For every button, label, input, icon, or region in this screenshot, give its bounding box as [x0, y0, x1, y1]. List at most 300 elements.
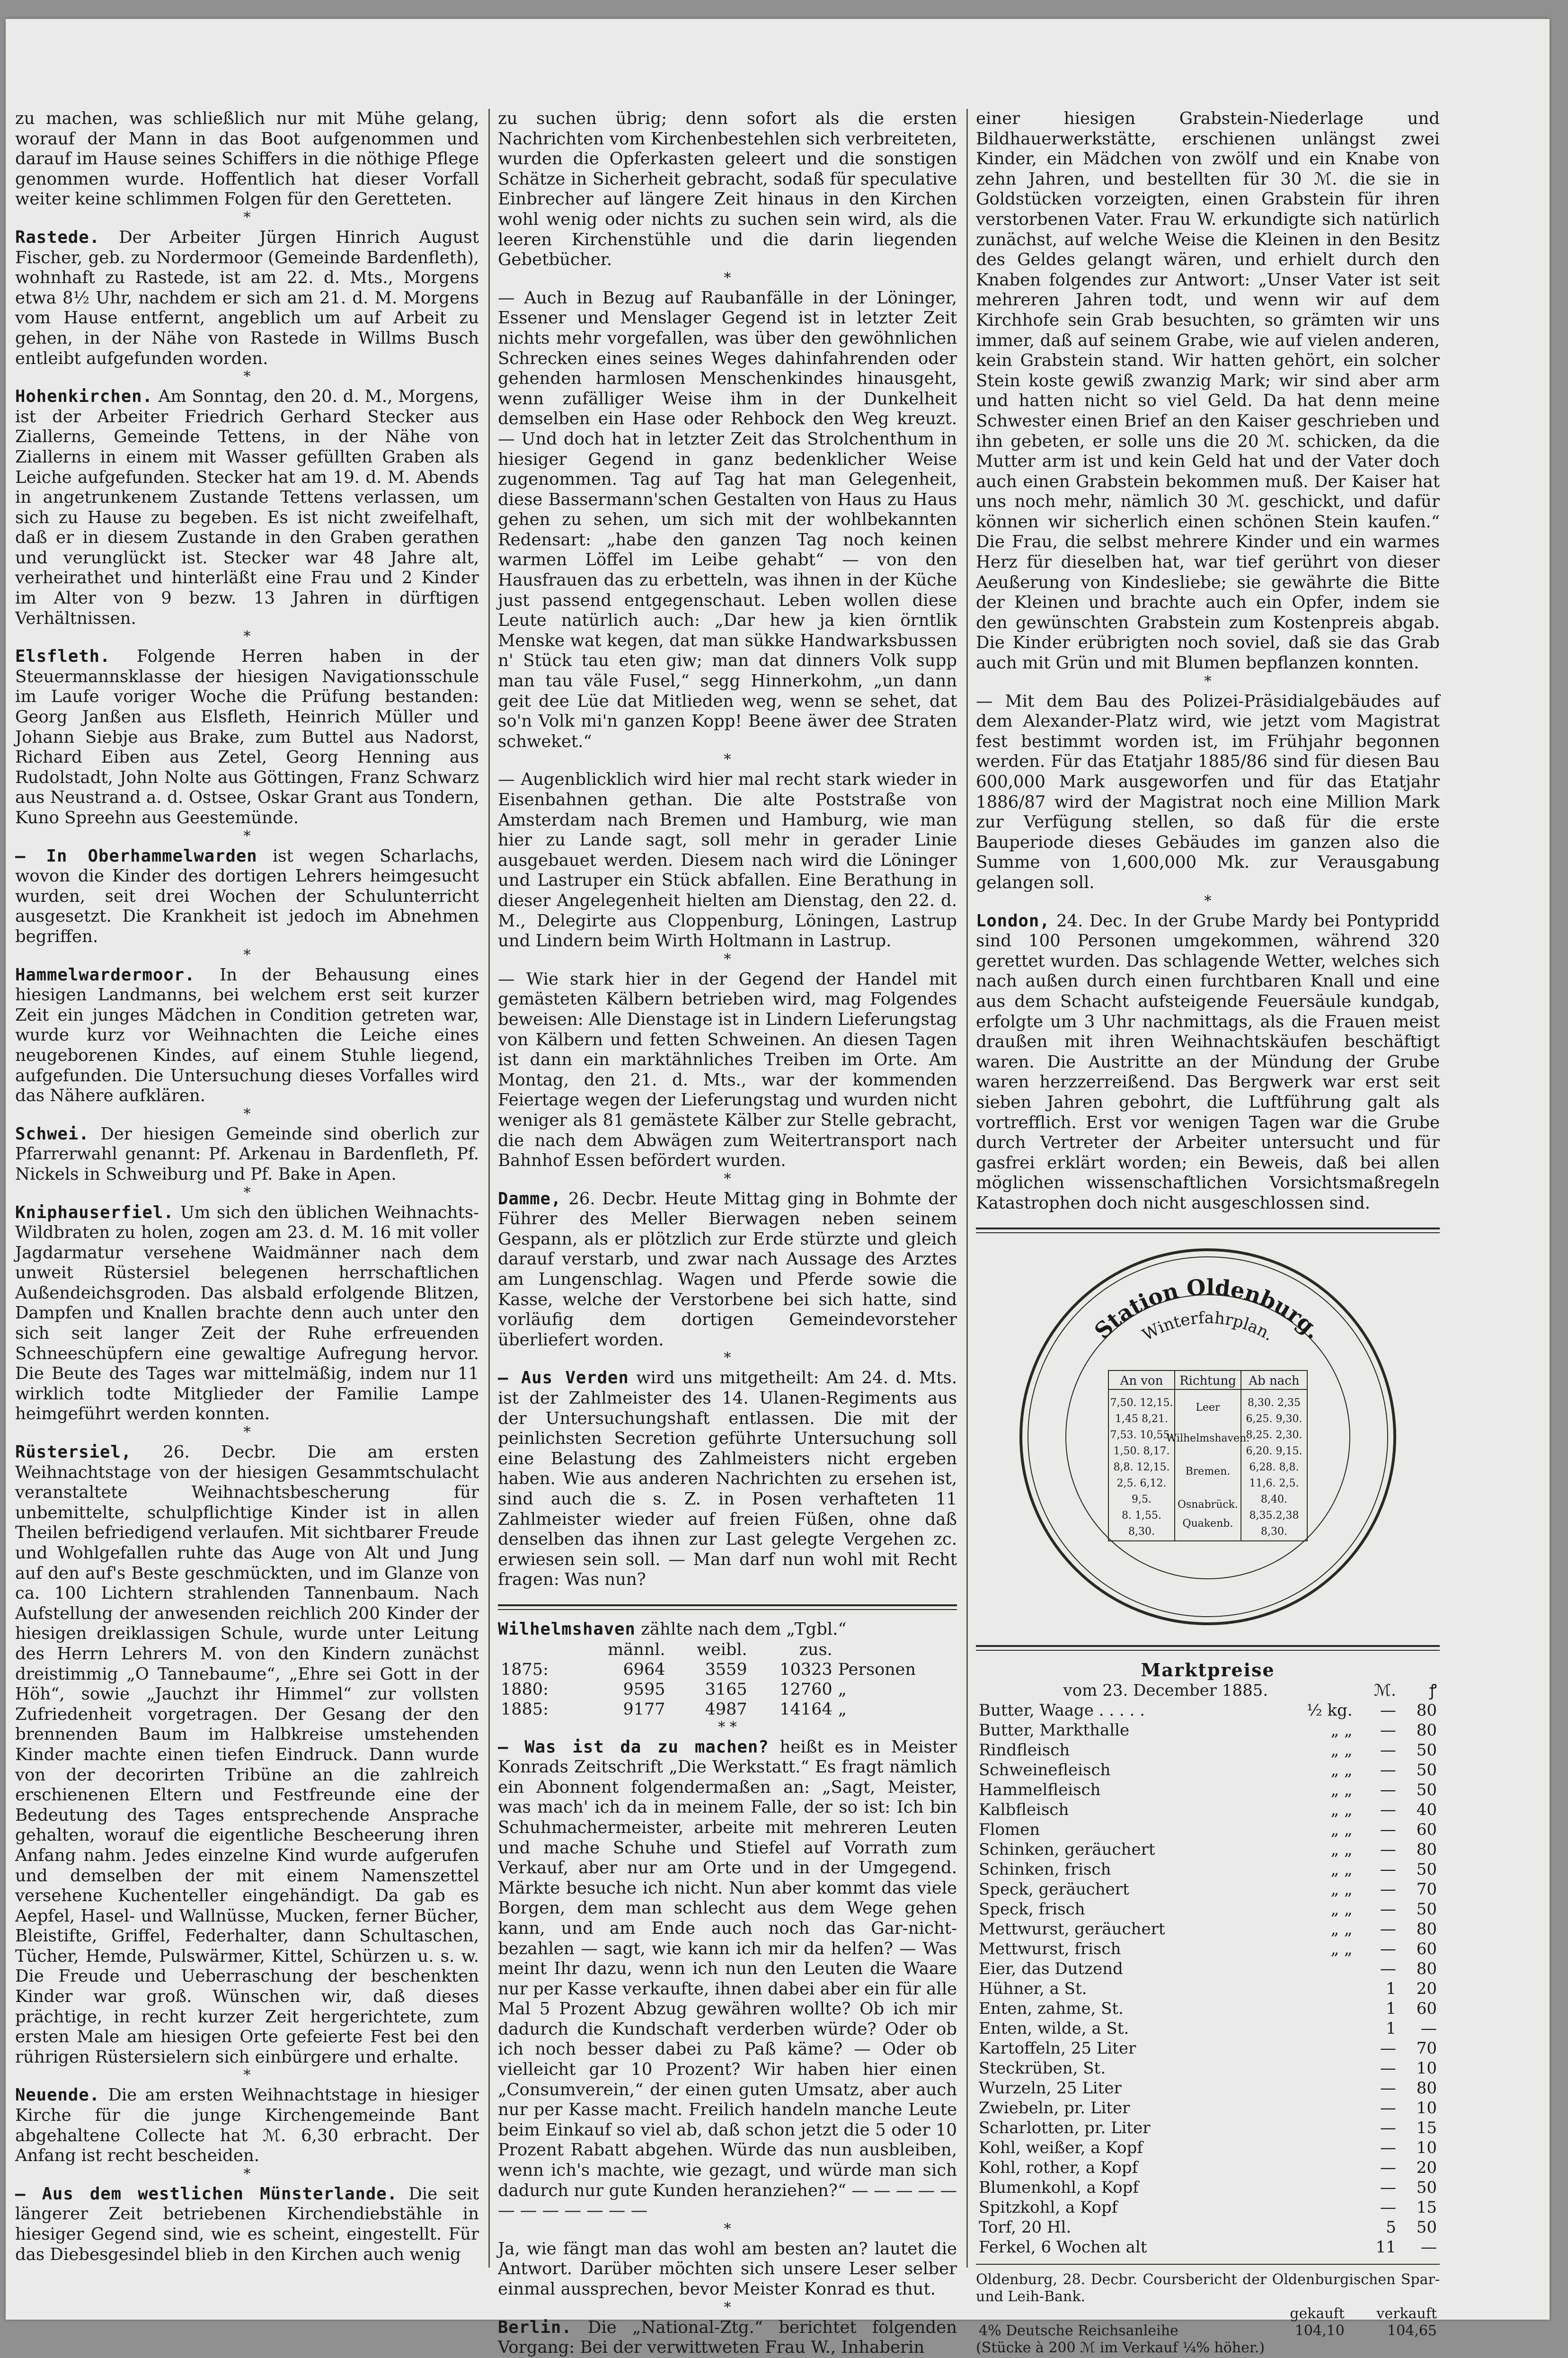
market-cell: —: [1380, 2039, 1396, 2058]
market-cell: 50: [1416, 2178, 1437, 2198]
market-row: [976, 1760, 1440, 1780]
market-cell: —: [1380, 1880, 1396, 1899]
population-cell: „: [838, 1680, 847, 1699]
article-dateline: Damme,: [498, 1189, 562, 1209]
market-cell: Schweinefleisch: [979, 1761, 1111, 1780]
market-cell: Rindfleisch: [979, 1741, 1070, 1760]
market-cell: Schinken, geräuchert: [979, 1840, 1155, 1860]
market-title: Marktpreise: [1141, 1659, 1275, 1681]
course-line: 4% Deutsche Reichsanleihe: [979, 2322, 1178, 2340]
market-cell: 70: [1416, 1880, 1437, 1899]
market-subtitle: vom 23. December 1885.: [1063, 1681, 1268, 1700]
population-cell: 6964: [623, 1660, 665, 1679]
market-row: [976, 1979, 1440, 1999]
article-paragraph: [15, 647, 479, 828]
market-row: [976, 1720, 1440, 1740]
course-col-sold: verkauft: [1376, 2305, 1437, 2322]
market-cell: —: [1380, 2059, 1396, 2078]
course-col-bought: gekauft: [1290, 2305, 1345, 2322]
seal-direction: Quakenb.: [1182, 1518, 1233, 1530]
market-cell: —: [1380, 1920, 1396, 1939]
market-cell: [1275, 2058, 1355, 2078]
section-divider: [976, 1645, 1440, 1651]
population-cell: 12760: [780, 1680, 833, 1699]
market-cell: 80: [1416, 1840, 1437, 1860]
separator-asterisk: *: [724, 951, 731, 968]
population-lead: Wilhelmshaven: [498, 1619, 636, 1639]
market-cell: Eier, das Dutzend: [979, 1959, 1123, 1979]
market-cell: —: [1380, 1860, 1396, 1879]
article-paragraph: [15, 1442, 479, 2067]
section-divider: [976, 2264, 1440, 2265]
market-row: [976, 1740, 1440, 1760]
article-text: einer hiesigen Grabstein-Niederlage und Bildhauerwerkstätte, erschienen unlängst zwei Kinder, ein Mädchen von zwölf und ein Knabe von zehn Jahren, und bestellten für 30 ℳ. die sie in Goldstücken vorzeigten, einen Grabstein für ihren verstorbenen Vater. Frau W. erkundigte sich natürlich zunächst, auf welche Weise die Kleinen in den Besitz des Geldes gelangt wären, und erhielt durch den Knaben folgendes zur Antwort: „Unser Vater ist seit mehreren Jahren todt, und wenn wir auf dem Kirchhofe sein Grab besuchten, so grämten wir uns immer, daß auf seinem Grabe, wie auf vielen anderen, kein Grabstein stand. Wir hatten gehört, ein solcher Stein koste gewiß zwanzig Mark; wir sind aber arm und hatten nicht so viel Geld. Da hat denn meine Schwester einen Brief an den Kaiser geschrieben und ihn gebeten, er solle uns die 20 ℳ. schicken, da die Mutter arm ist und kein Geld hat und der Vater doch auch einen Grabstein bekommen muß. Der Kaiser hat uns noch mehr, nämlich 30 ℳ. geschickt, und dafür können wir sicherlich einen schönen Stein kaufen.“ Die Frau, die selbst mehrere Kinder und ein warmes Herz für dieselben hat, war tief gerührt von dieser Aeußerung von Kindesliebe; sie gewährte die Bitte der Kleinen und brachte auch ein Opfer, indem sie den gewünschten Grabstein zum Kostenpreis abgab. Die Kinder erübrigten noch soviel, daß sie das Grab auch mit Grün und mit Blumen bepflanzen konnten.: [976, 109, 1440, 673]
population-header: zus.: [799, 1640, 833, 1659]
population-header: männl.: [608, 1640, 665, 1659]
market-cell: 1: [1386, 2019, 1396, 2038]
population-row: [498, 1700, 957, 1719]
seal-direction: Leer: [1196, 1402, 1220, 1414]
market-cell: Scharlotten, pr. Liter: [979, 2118, 1151, 2138]
market-cell: 80: [1416, 1959, 1437, 1979]
article-dateline: Rastede.: [15, 227, 100, 247]
course-bought: 104,10: [1294, 2322, 1345, 2340]
population-cell: 3559: [705, 1660, 747, 1679]
seal-arrival-time: 1,50. 8,17.: [1113, 1445, 1170, 1458]
article-paragraph: [976, 911, 1440, 1214]
market-cell: 80: [1416, 1920, 1437, 1939]
market-cell: 20: [1416, 1979, 1437, 1999]
article-dateline: Berlin.: [498, 2317, 572, 2337]
article-paragraph: [498, 2318, 957, 2358]
seal-arrival-time: 8. 1,55.: [1122, 1510, 1161, 1522]
market-cell: [1275, 2158, 1355, 2178]
market-cell: —: [1380, 1900, 1396, 1919]
article-paragraph: [15, 2085, 479, 2166]
market-cell: 10: [1416, 2099, 1437, 2118]
market-cell: 50: [1416, 1860, 1437, 1879]
market-row: [976, 2198, 1440, 2217]
seal-direction: Osnabrück.: [1177, 1499, 1239, 1511]
article-paragraph: [498, 1189, 957, 1351]
seal-header: An von: [1120, 1374, 1163, 1388]
column-3: [976, 109, 1440, 2357]
separator-asterisk: *: [243, 2165, 251, 2182]
market-row: [976, 1860, 1440, 1879]
market-cell: —: [1380, 2118, 1396, 2138]
market-cell: Mettwurst, frisch: [979, 1940, 1121, 1959]
market-cell: Butter, Markthalle: [979, 1721, 1130, 1740]
market-cell: Zwiebeln, pr. Liter: [979, 2099, 1130, 2118]
market-cell: 15: [1416, 2118, 1437, 2138]
market-row: [976, 2058, 1440, 2078]
article-text: heißt es in Meister Konrads Zeitschrift „Die Werkstatt.“ Es fragt nämlich ein Abonnent folgendermaßen an: „Sagt, Meister, was mach' ich da in meinem Falle, der so ist: Ich bin Schuhmachermeister, arbeite mit mehreren Leuten und mache Schuhe und Stiefel auf Vorrath zum Verkauf, aber nur am Orte und in der Umgegend. Märkte besuche ich nicht. Nun aber kommt das viele Borgen, dem man schlecht aus dem Wege gehen kann, und am Ende auch noch das Gar-nicht-bezahlen — sagt, wie kann ich mir da helfen? — Was meint Ihr dazu, wenn ich nun den Leuten die Waare nur per Kasse verkaufte, ihnen dabei aber ein für alle Mal 5 Prozent Abzug gewähren wollte? Ob ich mir dadurch die Kundschaft verderben würde? Oder ob ich noch besser dabei zu Paß käme? — Oder ob vielleicht gar 10 Prozent? Wir haben hier einen „Consumverein,“ der einen guten Umsatz, aber auch nur per Kasse macht. Freilich handeln manche Leute beim Einkauf so viel ab, daß schon jetzt die 5 oder 10 Prozent Rabatt abgehen. Würde das nun ausbleiben, wenn ich's machte, wie gezagt, und würde man sich dadurch nur gute Kunden heranziehen?“ — — — — — — — — — — — —: [498, 1737, 957, 2221]
population-header: weibl.: [697, 1640, 747, 1659]
article-text: Um sich den üblichen Weihnachts-Wildbraten zu holen, zogen am 23. d. M. 16 mit voller Jagdarmatur versehene Waidmänner nach dem unweit Rüstersiel belegenen herrschaftlichen Außendeichsgroden. Das alsbald erfolgende Blitzen, Dampfen und Knallen brachte denn auch unter den sich seit langer Zeit der Ruhe erfreuenden Schneeschüpfern eine gewaltige Aufregung hervor. Die Beute des Tages war mittelmäßig, indem nur 11 wirklich todte Mitglieder der Familie Lampe heimgeführt werden konnten.: [15, 1202, 479, 1424]
market-cell: [1275, 2178, 1355, 2198]
article-text: In der Behausung eines hiesigen Landmanns, bei welchem erst seit kurzer Zeit ein junges Mädchen in Condition getreten war, wurde kurz vor Weihnachten die Leiche eines neugeborenen Kindes, auf einem Stuhle liegend, aufgefunden. Die Untersuchung dieses Vorfalles wird das Nähere aufklären.: [15, 965, 479, 1106]
seal-departure-time: 6,20. 9,15.: [1246, 1445, 1302, 1458]
market-row: [976, 2178, 1440, 2198]
population-cell: 10323: [780, 1660, 833, 1679]
market-cell: 11: [1375, 2238, 1396, 2257]
market-row: [976, 1780, 1440, 1800]
market-cell: [1275, 2118, 1355, 2138]
market-cell: 70: [1416, 2039, 1437, 2058]
market-cell: „ „: [1330, 1721, 1353, 1740]
article-dateline: — Was ist da zu machen?: [498, 1737, 769, 1757]
article-dateline: — In Oberhammelwarden: [15, 846, 257, 866]
article-text: 26. Decbr. Heute Mittag ging in Bohmte der Führer des Meller Bierwagen neben seinem Gespann, als er plötzlich zur Erde stürzte und gleich darauf verstarb, und zwar nach Aussage des Arztes am Lungenschlag. Wagen und Pferde sowie die Kasse, welche der Verstorbene bei sich hatte, sind vorläufig dem dortigen Gemeindevorsteher überliefert worden.: [498, 1189, 957, 1350]
market-cell: [1275, 2038, 1355, 2058]
population-statistic: [498, 1619, 957, 1719]
market-cell: 1: [1386, 1999, 1396, 2019]
market-row: [976, 2158, 1440, 2178]
market-cell: „ „: [1330, 1860, 1353, 1879]
column-1: [15, 109, 479, 2265]
article-text: ist wegen Scharlachs, wovon die Kinder des dortigen Lehrers heimgesucht wurden, seit drei Wochen der Schulunterricht ausgesetzt. Die Krankheit ist jedoch im Abnehmen begriffen.: [15, 846, 479, 946]
population-row: [498, 1680, 957, 1700]
article-text: — Mit dem Bau des Polizei-Präsidialgebäudes auf dem Alexander-Platz wird, wie jetzt vom Magistrat fest bestimmt worden ist, im Frühjahr begonnen werden. Für das Etatjahr 1885/86 sind für diesen Bau 600,000 Mark ausgeworfen und für das Etatjahr 1886/87 wird der Magistrat noch eine Million Mark zur Verfügung stellen, so daß für die erste Bauperiode dieses Gebäudes im ganzen also die Summe von 1,600,000 Mk. zur Verausgabung gelangen soll.: [976, 691, 1440, 892]
column-rule: [488, 109, 490, 2268]
article-dateline: Schwei.: [15, 1124, 89, 1144]
separator-asterisk: *: [243, 1105, 251, 1122]
population-table: [498, 1640, 957, 1719]
course-report: [976, 2271, 1440, 2357]
article-dateline: Elsfleth.: [15, 647, 111, 667]
market-cell: 20: [1416, 2158, 1437, 2178]
market-prices: [976, 1660, 1440, 2257]
separator-asterisk: *: [724, 2220, 731, 2237]
article-text: wird uns mitgetheilt: Am 24. d. Mts. ist der Zahlmeister des 14. Ulanen-Regiments aus der Untersuchungshaft entlassen. Die mit der peinlichsten Secretion geführte Untersuchung soll eine Belastung des Zahlmeisters nicht ergeben haben. Wie aus anderen Nachrichten zu ersehen ist, sind auch die s. Z. in Posen verhafteten 11 Zahlmeister wieder auf freien Füßen, ohne daß denselben das ihnen zur Last gelegte Vergehen zc. erwiesen sein soll. — Man darf nun wohl mit Recht fragen: Was nun?: [498, 1368, 957, 1590]
market-cell: —: [1380, 2178, 1396, 2198]
market-cell: [1275, 2098, 1355, 2118]
seal-arrival-time: 1,45 8,21.: [1115, 1413, 1168, 1425]
article-dateline: — Aus Verden: [498, 1368, 629, 1388]
population-intro: zählte nach dem „Tgbl.“: [641, 1619, 847, 1639]
seal-departure-time: 8,35.2,38: [1249, 1510, 1299, 1522]
market-cell: „ „: [1330, 1880, 1353, 1899]
market-cell: —: [1380, 2158, 1396, 2178]
separator-asterisk: *: [243, 828, 251, 845]
market-cell: 10: [1416, 2059, 1437, 2078]
article-text: zu machen, was schließlich nur mit Mühe gelang, worauf der Mann in das Boot aufgenommen und darauf im Hause seines Schiffers in die nöthige Pflege genommen wurde. Hoffentlich hat dieser Vorfall weiter keine schlimmen Folgen für den Geretteten.: [15, 109, 479, 209]
population-cell: 3165: [705, 1680, 747, 1699]
market-cell: Speck, geräuchert: [979, 1880, 1129, 1899]
article-text: — Augenblicklich wird hier mal recht stark wieder in Eisenbahnen gethan. Die alte Poststraße von Amsterdam nach Bremen und Hamburg, wie man hier zu Lande sagt, soll mehr in gerader Linie ausgebauet werden. Diesem nach wird die Löninger und Lastruper ein Stück abfallen. Eine Berathung in dieser Angelegenheit hielten am Dienstag, den 22. d. M., Delegirte aus Cloppenburg, Löningen, Lastrup und Lindern beim Wirth Holtmann in Lastrup.: [498, 770, 957, 951]
market-cell: Butter, Waage . . . . .: [979, 1701, 1145, 1720]
column-2: [498, 109, 957, 2358]
article-text: Die „National-Ztg.“ berichtet folgenden Vorgang: Bei der verwittweten Frau W., Inhaberin: [498, 2317, 957, 2358]
market-row: [976, 1820, 1440, 1840]
separator-asterisk: *: [243, 1184, 251, 1201]
seal-departure-time: 11,6. 2,5.: [1249, 1477, 1299, 1490]
article-paragraph: [498, 288, 957, 752]
market-cell: [1275, 2237, 1355, 2257]
article-text: Der hiesigen Gemeinde sind oberlich zur Pfarrerwahl genannt: Pf. Arkenau in Bardenfleth, Pf. Nickels in Schweiburg und Pf. Bake in Apen.: [15, 1124, 479, 1184]
market-cell: [1275, 1959, 1355, 1979]
population-cell: 4987: [705, 1700, 747, 1719]
market-row: [976, 1840, 1440, 1860]
market-cell: 50: [1416, 1761, 1437, 1780]
market-cell: —: [1380, 2138, 1396, 2158]
article-text: — Wie stark hier in der Gegend der Handel mit gemästeten Kälbern betrieben wird, mag Folgendes beweisen: Alle Dienstage ist in Lindern Lieferungstag von Kälbern und fetten Schweinen. An diesen Tagen ist dann ein marktähnliches Treiben im Orte. Am Montag, den 21. d. Mts., war der kommenden Feiertage wegen der Lieferungstag und wurden nicht weniger als 81 gemästete Kälber zur Stelle gebracht, die nach dem Abwägen zum Weitertransport nach Bahnhof Essen befördert wurden.: [498, 969, 957, 1171]
separator-asterisk: *: [1204, 892, 1212, 909]
article-text: Die am ersten Weihnachtstage in hiesiger Kirche für die junge Kirchengemeinde Bant abgehaltene Collecte hat ℳ. 6,30 erbracht. Der Anfang ist recht bescheiden.: [15, 2085, 479, 2166]
market-cell: „ „: [1330, 1900, 1353, 1919]
seal-departure-time: 6,28. 8,8.: [1249, 1461, 1299, 1474]
column-rule: [966, 109, 968, 2268]
market-cell: [1275, 2217, 1355, 2237]
market-cell: [1275, 2019, 1355, 2038]
market-cell: 50: [1416, 2218, 1437, 2237]
newspaper-page: [6, 19, 1550, 2358]
article-paragraph: [15, 965, 479, 1106]
article-text: Ja, wie fängt man das wohl am besten an? lautet die Antwort. Darüber möchten sich unsere Leser selber einmal aussprechen, bevor Meister Konrad es thut.: [498, 2239, 957, 2299]
market-cell: 10: [1416, 2138, 1437, 2158]
population-row: [498, 1660, 957, 1680]
population-cell: 9177: [623, 1700, 665, 1719]
market-cell: 1: [1386, 1979, 1396, 1999]
article-dateline: Hohenkirchen.: [15, 387, 153, 407]
market-cell: 50: [1416, 1741, 1437, 1760]
timetable-seal-graphic: [1014, 1243, 1402, 1631]
market-row: [976, 2078, 1440, 2098]
market-row: [976, 1879, 1440, 1899]
article-dateline: London,: [976, 911, 1050, 931]
market-cell: —: [1380, 2099, 1396, 2118]
article-text: zu suchen übrig; denn sofort als die ersten Nachrichten vom Kirchenbestehlen sich verbreiteten, wurden die Opferkasten geleert und die sonstigen Schätze in Sicherheit gebracht, sodaß für speculative Einbrecher auf längere Zeit hinaus in den Kirchen wohl wenig oder nichts zu suchen sein wird, als die leeren Kirchenstühle und die darin liegenden Gebetbücher.: [498, 109, 957, 270]
market-cell: —: [1380, 1761, 1396, 1780]
market-cell: 60: [1416, 1999, 1437, 2019]
separator-asterisk: *: [243, 946, 251, 963]
market-row: [976, 2038, 1440, 2058]
market-cell: —: [1380, 2198, 1396, 2217]
article-dateline: Hammelwardermoor.: [15, 965, 195, 985]
seal-ring-title: Station Oldenburg.: [1089, 1274, 1327, 1344]
separator-asterisk: *: [724, 751, 731, 768]
course-sold: 104,65: [1387, 2322, 1437, 2340]
market-cell: 80: [1416, 1701, 1437, 1720]
section-divider: [976, 1228, 1440, 1233]
article-paragraph: [15, 228, 479, 369]
market-cell: [1275, 2198, 1355, 2217]
article-paragraph: [15, 2184, 479, 2265]
article-dateline: — Aus dem westlichen Münsterlande.: [15, 2184, 398, 2204]
seal-arrival-time: 9,5.: [1132, 1494, 1152, 1506]
article-paragraph: [498, 1737, 957, 2221]
market-row: [976, 1959, 1440, 1979]
article-paragraph: [498, 970, 957, 1171]
market-cell: [1275, 2138, 1355, 2158]
article-paragraph: [976, 109, 1440, 674]
market-cell: Speck, frisch: [979, 1900, 1085, 1919]
article-text: — Auch in Bezug auf Raubanfälle in der Löninger, Essener und Menslager Gegend ist in letzter Zeit nichts mehr vorgefallen, was über den gewöhnlichen Schrecken eines seines Weges dahinfahrenden oder gehenden harmlosen Menschenkindes hinausgeht, wenn zufälliger Weise ihm in der Dunkelheit demselben ein Hase oder Rehbock den Weg kreuzt. — Und doch hat in letzter Zeit das Strolchenthum in hiesiger Gegend in ganz bedenklicher Weise zugenommen. Tag auf Tag hat man Gelegenheit, diese Bassermann'schen Gestalten von Haus zu Haus gehen zu sehen, um sich mit der wohlbekannten Redensart: „habe den ganzen Tag noch keinen warmen Löffel im Leibe gehabt“ — von den Hausfrauen das zu erbetteln, was ihnen in der Küche just passend entgegenschaut. Leben wollen diese Leute natürlich auch: „Dar hew ja kien örntlik Menske wat kegen, dat man sükke Handwarksbussen n' Stück tau eten giw; man dat dinners Volk supp man tau väle Fusel,“ segg Hinnerkohm, „un dann geit dee Lüe dat Mitlieden weg, wenn se sehet, dat so'n Volk mi'n ganzen Kopp! Beene äwer dee Straten schweket.“: [498, 288, 957, 751]
seal-departure-time: 8,25. 2,30.: [1246, 1429, 1302, 1441]
seal-header: Richtung: [1179, 1374, 1236, 1388]
market-cell: Blumenkohl, a Kopf: [979, 2178, 1139, 2198]
market-cell: —: [1380, 1820, 1396, 1840]
market-cell: Kohl, rother, a Kopf: [979, 2158, 1138, 2178]
market-cell: Torf, 20 Hl.: [979, 2218, 1072, 2237]
seal-arrival-time: 8,8. 12,15.: [1113, 1461, 1170, 1474]
population-cell: 1880:: [501, 1680, 549, 1699]
population-cell: „: [838, 1700, 847, 1719]
population-cell: 9595: [623, 1680, 665, 1699]
seal-direction: Wilhelmshaven.: [1166, 1433, 1250, 1445]
seal-departure-time: 6,25. 9,30.: [1246, 1413, 1302, 1425]
market-table: [976, 1681, 1440, 2257]
seal-departure-time: 8,30. 2,35: [1248, 1397, 1301, 1409]
article-paragraph: [498, 1368, 957, 1590]
separator-asterisk: *: [243, 628, 251, 645]
population-cell: Personen: [838, 1660, 916, 1679]
market-cell: „ „: [1330, 1780, 1353, 1800]
market-col-mark: ℳ.: [1373, 1681, 1396, 1700]
separator-asterisk: *: [724, 2299, 731, 2316]
market-cell: ½ kg.: [1306, 1701, 1353, 1720]
article-dateline: Rüstersiel,: [15, 1442, 132, 1462]
course-note: (Stücke à 200 ℳ im Verkauf ¼% höher.): [976, 2340, 1265, 2357]
separator-asterisk: *: [724, 1350, 731, 1367]
market-row: [976, 2098, 1440, 2118]
market-cell: [1275, 1979, 1355, 1999]
market-cell: —: [1380, 1840, 1396, 1860]
market-cell: —: [1380, 1721, 1396, 1740]
article-paragraph: [15, 387, 479, 629]
market-cell: „ „: [1330, 1820, 1353, 1840]
market-cell: Kohl, weißer, a Kopf: [979, 2138, 1143, 2158]
seal-arrival-time: 8,30.: [1128, 1526, 1155, 1538]
article-text: Am Sonntag, den 20. d. M., Morgens, ist der Arbeiter Friedrich Gerhard Stecker aus Ziallerns, Gemeinde Tettens, in der Nähe von Ziallerns in einem mit Wasser gefüllten Graben als Leiche aufgefunden. Stecker hat am 19. d. M. Abends in angetrunkenem Zustande Tettens verlassen, um sich zu Hause zu begeben. Es ist nicht zweifelhaft, daß er in diesem Zustande in den Graben gerathen und verunglückt ist. Stecker war 48 Jahre alt, verheirathet und hinterläßt eine Frau und 2 Kinder im Alter von 9 bezw. 13 Jahren in dürftigen Verhältnissen.: [15, 387, 479, 628]
market-cell: Ferkel, 6 Wochen alt: [979, 2238, 1147, 2257]
market-cell: „ „: [1330, 1940, 1353, 1959]
article-text: 26. Decbr. Die am ersten Weihnachtstage von der hiesigen Gesammtschulacht veranstaltete Weihnachtsbescherung für unbemittelte, schulpflichtige Kinder ist in allen Theilen befriedigend verlaufen. Mit sichtbarer Freude und Wohlgefallen ruhte das Auge von Alt und Jung auf den auf's Beste geschmückten, und im Glanze von ca. 100 Lichtern strahlenden Tannenbaum. Nach Aufstellung der anwesenden reichlich 200 Kinder der hiesigen dreiklassigen Schule, wurde unter Leitung des Herrn Lehrers M. von den Kindern zunächst dreistimmig „O Tannebaume“, „Ehre sei Gott in der Höh“, sowie „Jauchzt ihr Himmel“ zur vollsten Zufriedenheit vorgetragen. Der Gesang der den brennenden Baum im Halbkreise umstehenden Kinder machte einen tiefen Eindruck. Dann wurde von der decorirten Tribüne an die zahlreich erschienenen Eltern und Festfreunde eine der Bedeutung des Tages entsprechende Ansprache gehalten, worauf die eigentliche Bescheerung ihren Anfang nahm. Jedes einzelne Kind wurde aufgerufen und demselben der mit einem Namenszettel versehene Kuchenteller eingehändigt. Da gab es Aepfel, Hasel- und Wallnüsse, Mucken, ferner Bücher, Bleistifte, Griffel, Federhalter, dann Schultaschen, Tücher, Hemde, Pulswärmer, Kittel, Schürzen u. s. w. Die Freude und Ueberraschung der beschenkten Kinder war groß. Wünschen wir, daß dieses prächtige, in recht kurzer Zeit hergerichtete, zum ersten Male am hiesigen Orte gefeierte Fest bei den rührigen Rüstersielern sich einbürgere und erhalte.: [15, 1442, 479, 2067]
market-row: [976, 2138, 1440, 2158]
market-cell: 60: [1416, 1820, 1437, 1840]
market-cell: „ „: [1330, 1920, 1353, 1939]
separator-asterisk: *: [243, 368, 251, 385]
market-cell: Mettwurst, geräuchert: [979, 1920, 1165, 1939]
train-timetable-seal: [1014, 1243, 1402, 1631]
market-cell: Enten, wilde, a St.: [979, 2019, 1129, 2038]
market-cell: —: [1380, 1701, 1396, 1720]
seal-direction: Bremen.: [1185, 1466, 1231, 1478]
seal-ring-subtitle: Winterfahrplan.: [1139, 1308, 1277, 1345]
market-cell: —: [1380, 1741, 1396, 1760]
market-cell: Enten, zahme, St.: [979, 1999, 1124, 2019]
market-row: [976, 1999, 1440, 2019]
separator-asterisk: *: [243, 2067, 251, 2084]
article-paragraph: [15, 1124, 479, 1185]
market-cell: Hammelfleisch: [979, 1780, 1101, 1800]
separator-asterisk: *: [243, 209, 251, 226]
market-cell: [1275, 1999, 1355, 2019]
market-row: [976, 2217, 1440, 2237]
seal-arrival-time: 7,53. 10,55.: [1110, 1429, 1173, 1441]
article-dateline: Kniphauserfiel.: [15, 1202, 174, 1222]
market-cell: —: [1380, 1780, 1396, 1800]
market-row: [976, 1700, 1440, 1720]
market-cell: 80: [1416, 2079, 1437, 2098]
market-row: [976, 1939, 1440, 1959]
separator-asterisk: *: [243, 1424, 251, 1441]
market-cell: 80: [1416, 1721, 1437, 1740]
separator-asterisk: *: [1204, 673, 1212, 690]
market-cell: —: [1380, 2079, 1396, 2098]
article-paragraph: [15, 846, 479, 947]
market-cell: „ „: [1330, 1741, 1353, 1760]
course-head: Oldenburg, 28. Decbr. Coursbericht der Oldenburgischen Spar- und Leih-Bank.: [976, 2271, 1440, 2305]
market-cell: Wurzeln, 25 Liter: [979, 2079, 1122, 2098]
market-row: [976, 2237, 1440, 2257]
market-cell: —: [1421, 2019, 1437, 2038]
market-row: [976, 1899, 1440, 1919]
market-cell: 40: [1416, 1800, 1437, 1820]
population-cell: 1875:: [501, 1660, 549, 1679]
seal-departure-time: 8,40.: [1261, 1494, 1287, 1506]
article-paragraph: [15, 109, 479, 210]
article-paragraph: [976, 692, 1440, 893]
market-cell: Kalbfleisch: [979, 1800, 1069, 1820]
article-text: Folgende Herren haben in der Steuermannsklasse der hiesigen Navigationsschule im Laufe voriger Woche die Prüfung bestanden: Georg Janßen aus Elsfleth, Heinrich Müller und Johann Siebje aus Brake, zum Buttel aus Nadorst, Richard Eiben aus Zetel, Georg Henning aus Rudolstadt, John Nolte aus Göttingen, Franz Schwarz aus Neustrand a. d. Ostsee, Oskar Grant aus Tondern, Kuno Spreehn aus Geestemünde.: [15, 647, 479, 828]
article-paragraph: [15, 1203, 479, 1425]
population-cell: 1885:: [501, 1700, 549, 1719]
course-table: [976, 2305, 1440, 2340]
market-cell: —: [1421, 2238, 1437, 2257]
market-cell: Spitzkohl, a Kopf: [979, 2198, 1118, 2217]
market-cell: 15: [1416, 2198, 1437, 2217]
market-col-pfennig: ꝭ: [1429, 1681, 1437, 1700]
market-cell: 5: [1386, 2218, 1396, 2237]
market-cell: 50: [1416, 1900, 1437, 1919]
article-paragraph: [498, 109, 957, 270]
market-cell: „ „: [1330, 1800, 1353, 1820]
market-row: [976, 1800, 1440, 1820]
market-cell: 50: [1416, 1780, 1437, 1800]
market-row: [976, 2019, 1440, 2038]
seal-arrival-time: 7,50. 12,15.: [1110, 1397, 1173, 1409]
separator-asterisk: *: [724, 1170, 731, 1187]
article-text: 24. Dec. In der Grube Mardy bei Pontypridd sind 100 Personen umgekommen, während 320 gerettet wurden. Das schlagende Wetter, welches sich nach außen durch einen furchtbaren Knall und eine aus dem Schacht aufsteigende Feuersäule kundgab, erfolgte um 3 Uhr nachmittags, als die Frauen meist draußen mit ihren Weihnachtskäufen beschäftigt waren. Die Austritte an der Mündung der Grube waren herzzerreißend. Das Bergwerk war erst seit sieben Jahren gebohrt, die Luftführung galt als vortrefflich. Erst vor wenigen Tagen war die Grube durch Vertreter der Arbeiter untersucht und für gasfrei erklärt worden; ein Beweis, daß bei allen möglichen wissenschaftlichen Vorsichtsmaßregeln Katastrophen doch nicht ausgeschlossen sind.: [976, 911, 1440, 1213]
article-paragraph: [498, 770, 957, 951]
market-row: [976, 2118, 1440, 2138]
section-divider: [498, 1604, 957, 1610]
market-row: [976, 1919, 1440, 1939]
seal-header: Ab nach: [1249, 1374, 1300, 1388]
market-cell: —: [1380, 1800, 1396, 1820]
seal-departure-time: 8,30.: [1261, 1526, 1287, 1538]
market-cell: —: [1380, 1940, 1396, 1959]
svg-text:Winterfahrplan.: [1139, 1308, 1277, 1345]
market-cell: Schinken, frisch: [979, 1860, 1111, 1879]
market-cell: [1275, 2078, 1355, 2098]
article-text: Der Arbeiter Jürgen Hinrich August Fischer, geb. zu Nordermoor (Gemeinde Bardenfleth), wohnhaft zu Rastede, ist am 22. d. Mts., Morgens etwa 8½ Uhr, nachdem er sich am 21. d. M. Morgens vom Hause entfernt, angeblich um auf Arbeit zu gehen, in der Nähe von Rastede in Willms Busch entleibt aufgefunden worden.: [15, 227, 479, 368]
market-cell: 60: [1416, 1940, 1437, 1959]
separator-asterisk: * *: [718, 1718, 737, 1735]
market-cell: Flomen: [979, 1820, 1040, 1840]
separator-asterisk: *: [724, 269, 731, 286]
market-cell: Kartoffeln, 25 Liter: [979, 2039, 1136, 2058]
market-cell: Steckrüben, St.: [979, 2059, 1106, 2078]
market-cell: —: [1380, 1959, 1396, 1979]
market-cell: Hühner, a St.: [979, 1979, 1087, 1999]
population-cell: 14164: [780, 1700, 833, 1719]
seal-arrival-time: 2,5. 6,12.: [1116, 1477, 1167, 1490]
market-cell: „ „: [1330, 1840, 1353, 1860]
article-paragraph: [498, 2239, 957, 2300]
article-text: Die seit längerer Zeit betriebenen Kirchendiebstähle in hiesiger Gegend sind, wie es scheint, eingestellt. Für das Diebesgesindel blieb in den Kirchen auch wenig: [15, 2184, 479, 2264]
